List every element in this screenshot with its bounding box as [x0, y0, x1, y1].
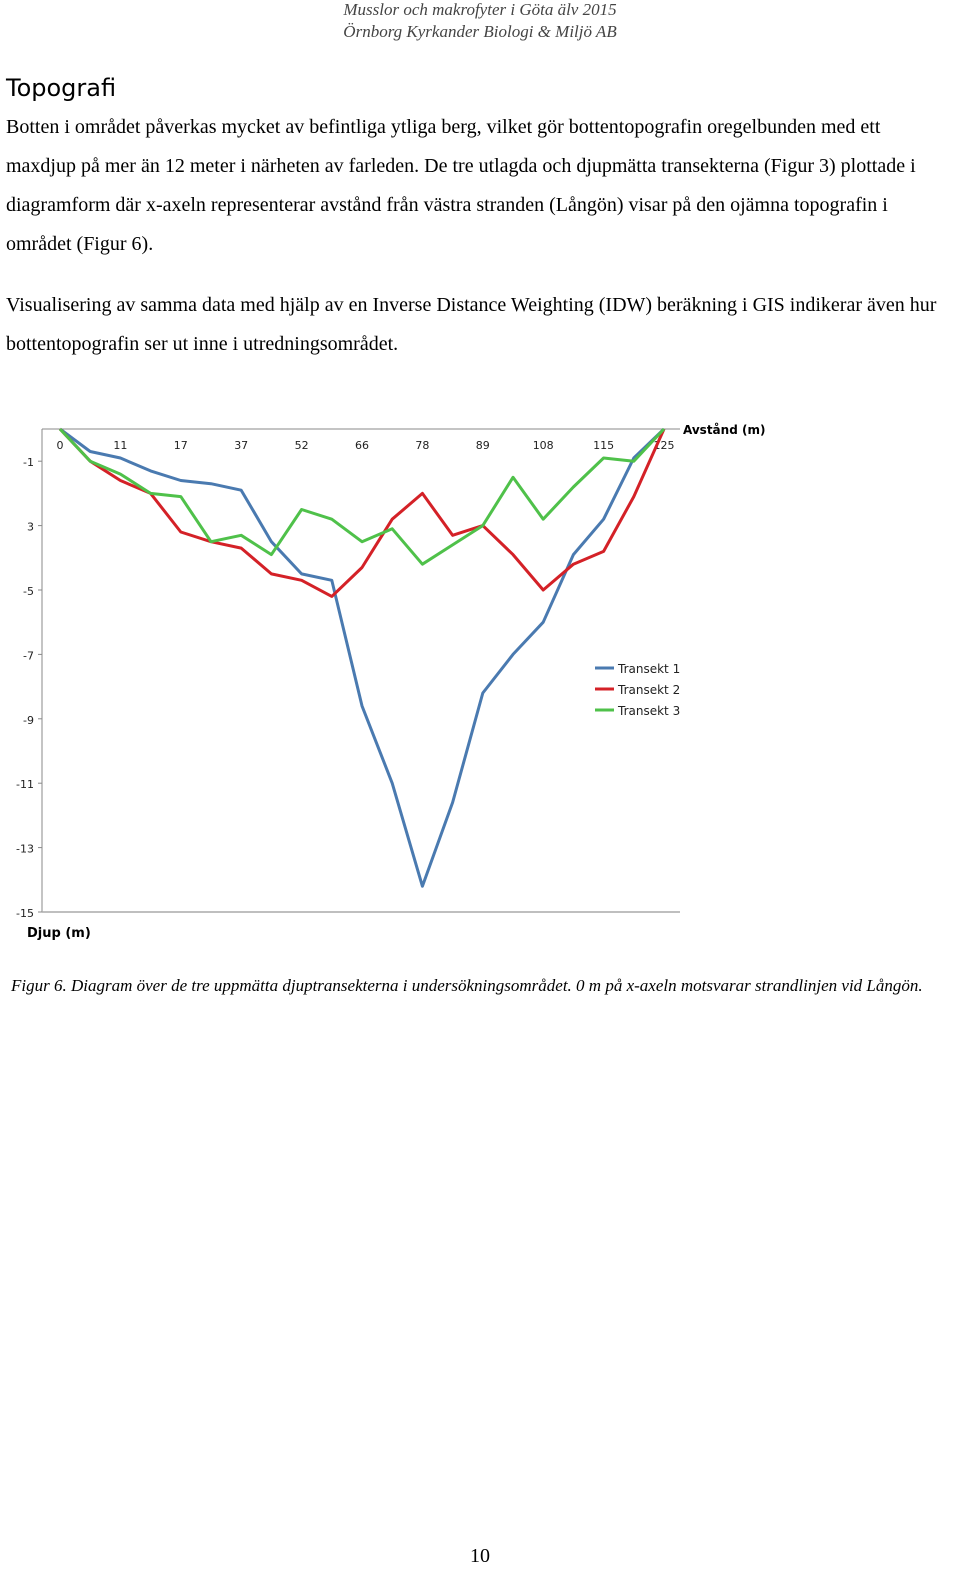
running-header-title: Musslor och makrofyter i Göta älv 2015: [343, 0, 617, 19]
x-tick-label: 17: [173, 439, 188, 452]
series-line-1: [60, 429, 664, 886]
y-tick-label: -9: [23, 713, 34, 727]
x-tick-label: 66: [355, 439, 369, 452]
body-paragraph-1: Botten i området påverkas mycket av befintliga ytliga berg, vilket gör bottentopografin oregelbunden med ett maxdjup på mer än 12 meter i närheten av farleden. De tre utlagda och djupmätta transekterna (Figur 3) plottade i diagramform där x-axeln representerar avstånd från västra stranden (Långön) visar på den ojämna topografin i området (Figur 6).: [6, 116, 916, 255]
x-tick-label: 89: [475, 439, 490, 452]
x-axis-label: Avstånd (m): [683, 423, 766, 437]
body-paragraph-2: Visualisering av samma data med hjälp av en Inverse Distance Weighting (IDW) beräkning i GIS indikerar även hur bottentopografin ser ut inne i utredningsområdet.: [6, 294, 937, 355]
series-line-2: [60, 429, 664, 596]
y-tick-label: -7: [23, 649, 34, 663]
x-tick-label: 0: [56, 439, 64, 452]
x-tick-label: 37: [234, 439, 249, 452]
y-tick-label: -13: [16, 842, 34, 856]
chart-series: [60, 429, 664, 886]
y-axis-label: Djup (m): [27, 926, 91, 941]
legend-label-3: Transekt 3: [618, 704, 681, 718]
x-tick-label: 52: [294, 439, 309, 452]
figure-caption: Figur 6. Diagram över de tre uppmätta djuptransekterna i undersökningsområdet. 0 m på x-axeln motsvarar strandlinjen vid Långön.: [11, 976, 923, 995]
y-tick-label: -5: [23, 585, 34, 598]
y-tick-label: -1: [23, 456, 34, 470]
chart-axes: [16, 429, 680, 920]
x-tick-label: 11: [113, 439, 128, 452]
running-header-author: Örnborg Kyrkander Biologi & Miljö AB: [343, 22, 617, 41]
depth-transect-chart: [0, 415, 960, 945]
chart-legend: [595, 662, 680, 718]
legend-label-2: Transekt 2: [618, 683, 681, 697]
section-title: Topografi: [6, 74, 117, 102]
y-tick-label: 3: [27, 520, 34, 534]
legend-label-1: Transekt 1: [618, 662, 681, 676]
x-tick-label: 115: [593, 439, 615, 452]
y-tick-label: -15: [16, 907, 34, 920]
x-tick-label: 108: [532, 439, 554, 452]
x-tick-label: 125: [653, 439, 675, 452]
page-number: 10: [470, 1545, 490, 1567]
x-tick-label: 78: [415, 439, 430, 452]
y-tick-label: -11: [16, 778, 34, 792]
